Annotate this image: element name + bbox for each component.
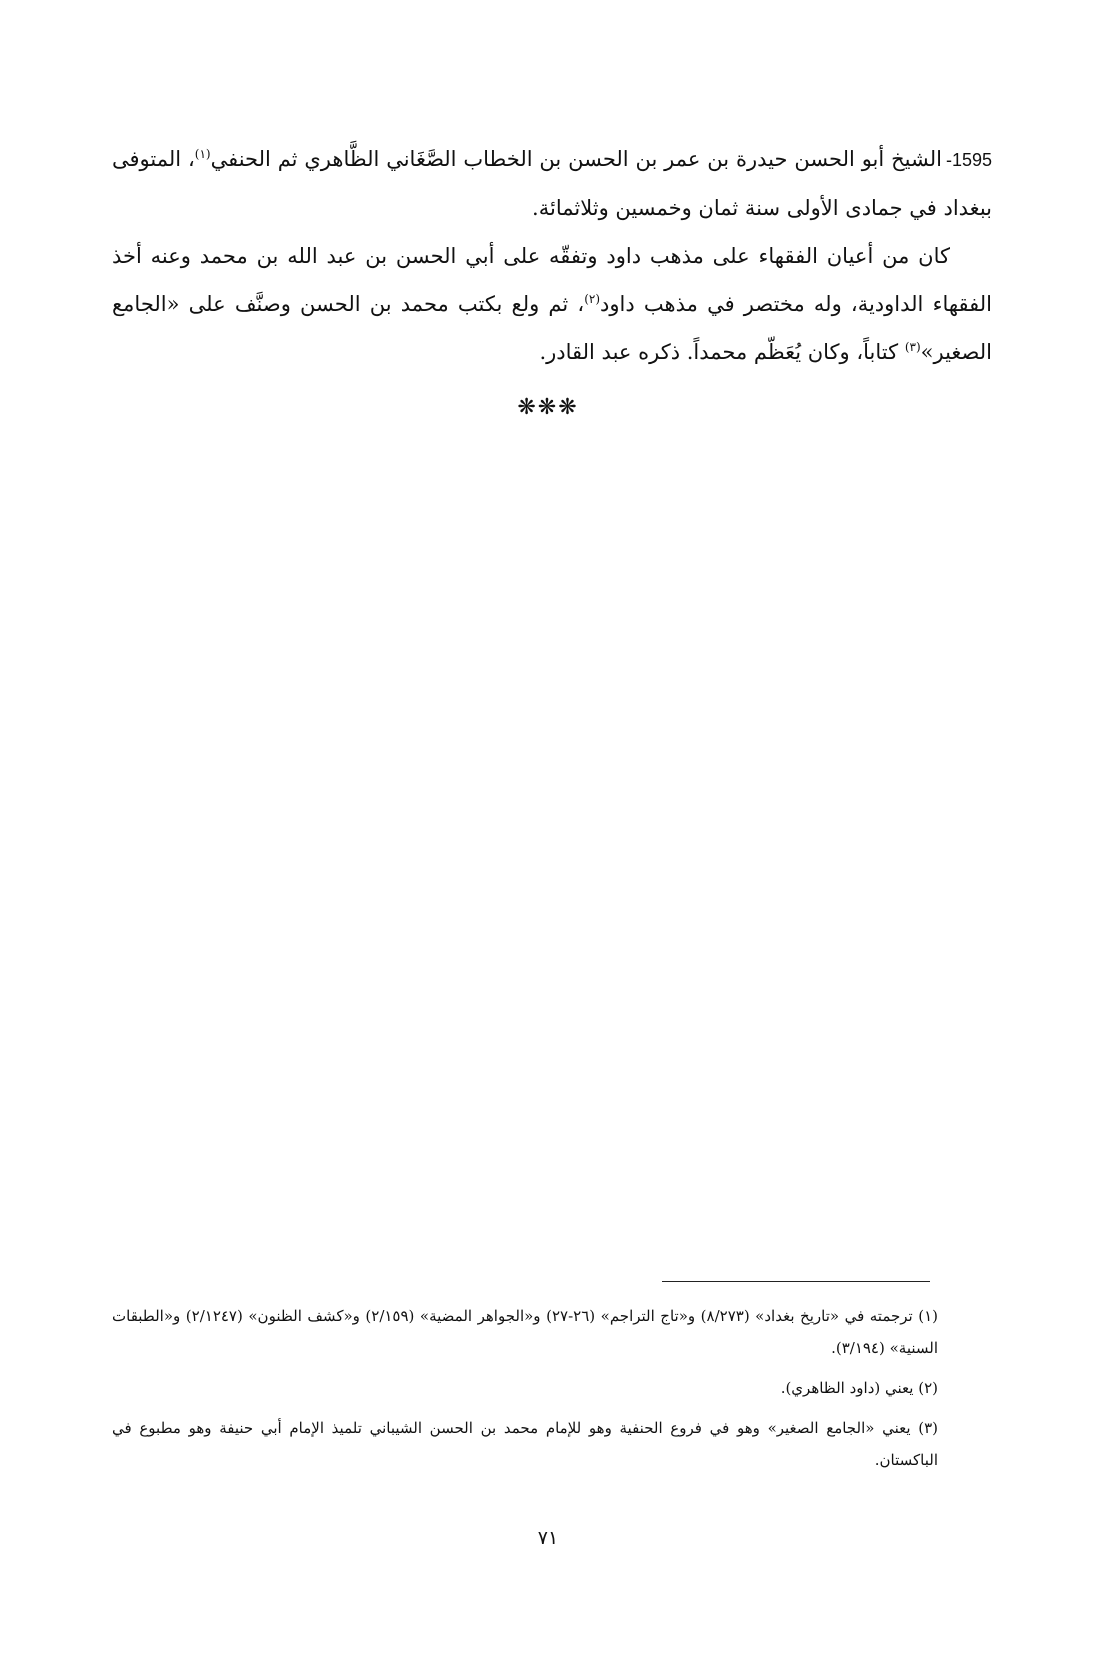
entry-death-note: ، المتوفى ببغداد في جمادى الأولى سنة ثمان وخمسين وثلاثمائة. xyxy=(112,147,992,220)
footnote-1: (١) ترجمته في «تاريخ بغداد» (٨/٢٧٣) و«تاج التراجم» (٢٦-٢٧) و«الجواهر المضية» (٢/١٥٩) و«كشف الظنون» (٢/١٢٤٧) و«الطبقات السنية» (٣/١٩٤). xyxy=(112,1307,939,1357)
footnote-ref-2[interactable]: (٢) xyxy=(584,292,601,306)
footnote-divider xyxy=(662,1281,930,1282)
entry-number: 1595- xyxy=(945,150,992,170)
entry-body-part-3: كتاباً، وكان يُعَظّم محمداً. ذكره عبد القادر. xyxy=(539,340,905,364)
entry-body-part-1: كان من أعيان الفقهاء على مذهب داود وتفقّه على أبي الحسن بن عبد الله بن محمد وعنه أخذ الفقهاء الداودية، وله مختصر في مذهب داود xyxy=(112,244,993,316)
entry-body xyxy=(112,232,992,376)
footnote-2: (٢) يعني (داود الظاهري). xyxy=(780,1379,938,1397)
section-separator-ornament: ❋❋❋ xyxy=(517,395,579,420)
entry-body-part-2: ، ثم ولع بكتب محمد بن الحسن وصنَّف على «الجامع الصغير» xyxy=(112,292,992,364)
footnote-ref-3[interactable]: (٣) xyxy=(904,340,921,354)
entry-heading xyxy=(112,135,992,232)
footnotes xyxy=(112,1300,938,1484)
page-number: ٧١ xyxy=(537,1527,559,1549)
biography-entry xyxy=(112,135,992,376)
footnote-ref-1[interactable]: (١) xyxy=(194,147,211,161)
entry-title: الشيخ أبو الحسن حيدرة بن عمر بن الحسن بن الخطاب الصَّغَاني الظَّاهري ثم الحنفي xyxy=(210,147,942,171)
footnote-3: (٣) يعني «الجامع الصغير» وهو في فروع الحنفية وهو للإمام محمد بن الحسن الشيباني تلميذ الإمام أبي حنيفة وهو مطبوع في الباكستان. xyxy=(112,1419,938,1469)
